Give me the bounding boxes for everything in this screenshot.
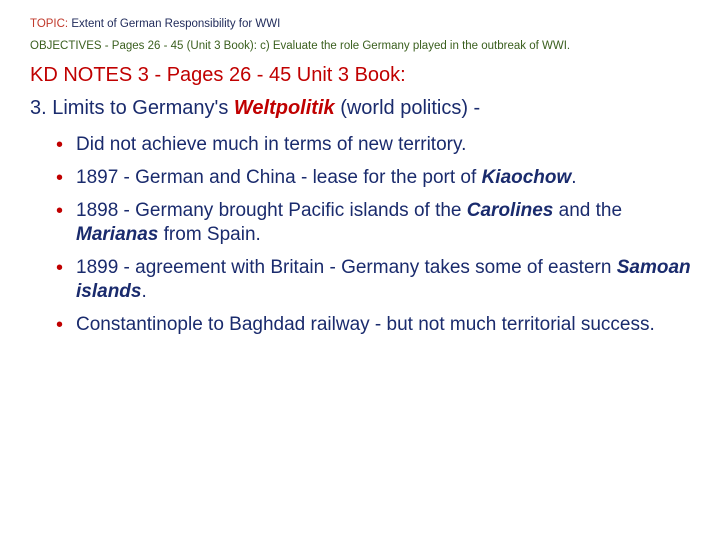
bullet-icon: •	[56, 314, 64, 336]
bullet-icon: •	[56, 167, 64, 189]
bullet-text: Did not achieve much in terms of new territory.	[76, 134, 467, 155]
place-name: Carolines	[466, 200, 554, 221]
bullet-icon: •	[56, 134, 64, 156]
list-item	[56, 166, 706, 190]
bullet-text: .	[571, 167, 577, 188]
section-prefix: 3. Limits to Germany's	[30, 97, 234, 119]
bullet-list	[56, 133, 706, 346]
objectives-line: OBJECTIVES - Pages 26 - 45 (Unit 3 Book): c) Evaluate the role Germany played in the outbreak of WWI.	[30, 40, 571, 52]
notes-title: KD NOTES 3 - Pages 26 - 45 Unit 3 Book:	[30, 64, 406, 86]
bullet-text: 1897 - German and China - lease for the port of	[76, 167, 482, 188]
list-item	[56, 199, 706, 247]
place-name: Kiaochow	[481, 167, 572, 188]
bullet-text: 1898 - Germany brought Pacific islands of the	[76, 200, 467, 221]
bullet-icon: •	[56, 257, 64, 279]
list-item	[56, 313, 706, 337]
list-item	[56, 133, 706, 157]
place-name: Marianas	[76, 224, 159, 245]
section-heading	[30, 97, 480, 120]
topic-value: Extent of German Responsibility for WWI	[71, 18, 281, 30]
topic-label: TOPIC:	[30, 18, 69, 30]
bullet-text: Constantinople to Baghdad railway - but not much territorial success.	[76, 314, 655, 335]
place-name: Samoan islands	[76, 257, 691, 302]
section-keyword: Weltpolitik	[233, 97, 335, 119]
bullet-icon: •	[56, 200, 64, 222]
bullet-text: 1899 - agreement with Britain - Germany takes some of eastern	[76, 257, 617, 278]
topic-line	[30, 18, 280, 30]
section-suffix: (world politics) -	[334, 97, 481, 119]
bullet-text: from Spain.	[158, 224, 261, 245]
bullet-text: and the	[553, 200, 623, 221]
list-item	[56, 256, 706, 304]
bullet-text: .	[141, 281, 147, 302]
